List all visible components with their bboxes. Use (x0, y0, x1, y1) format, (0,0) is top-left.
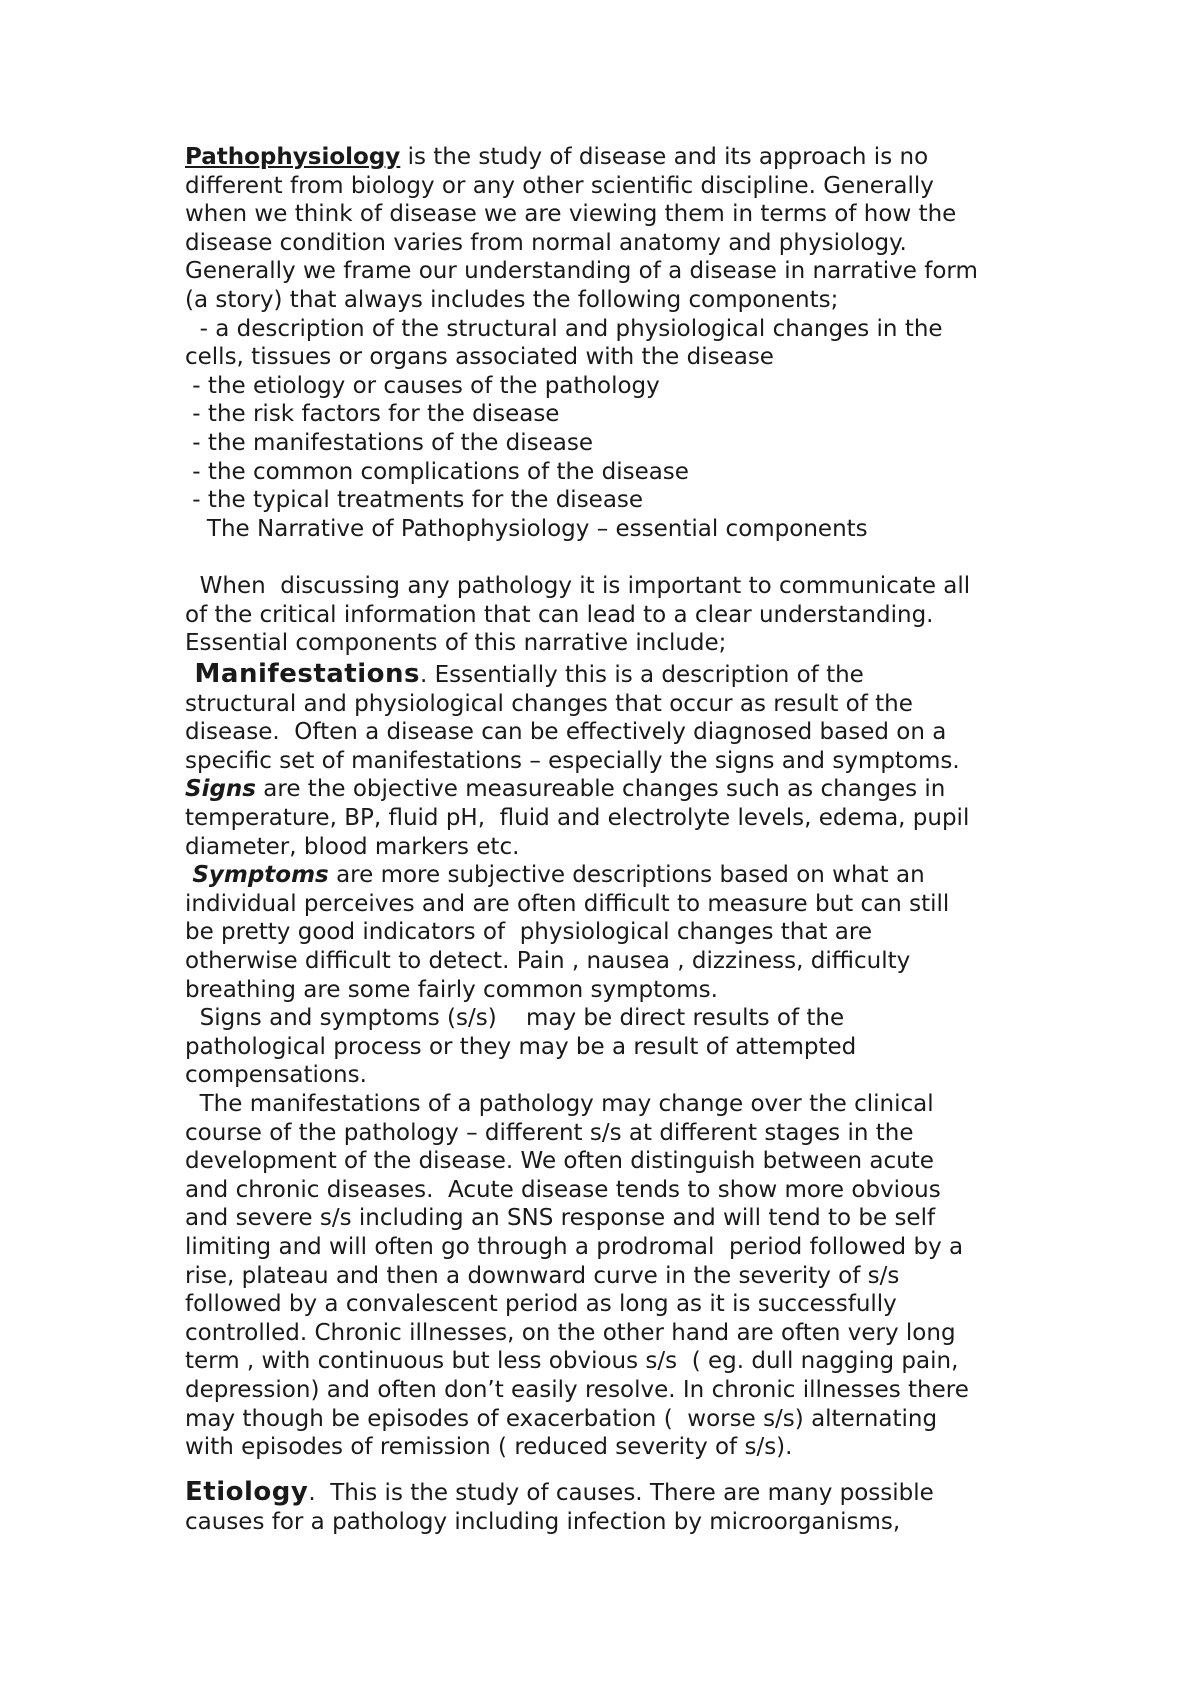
clinical-course-line: depression) and often don’t easily resolve. In chronic illnesses there (185, 1376, 969, 1403)
component-item: - the risk factors for the disease (185, 401, 560, 428)
clinical-course-line: with episodes of remission ( reduced severity of s/s). (185, 1434, 793, 1461)
signs-symptoms-line: compensations. (185, 1062, 367, 1089)
clinical-course-line: rise, plateau and then a downward curve in the severity of s/s (185, 1262, 900, 1289)
manifestations-line: structural and physiological changes that occur as result of the (185, 690, 913, 717)
intro-line: when we think of disease we are viewing them in terms of how the (185, 201, 957, 228)
document-body (185, 143, 1065, 1536)
component-item: - the typical treatments for the disease (185, 487, 644, 514)
component-item: - the etiology or causes of the pathology (185, 372, 660, 399)
intro-line: disease condition varies from normal anatomy and physiology. (185, 229, 907, 256)
manifestations-heading-rest: . Essentially this is a description of the (419, 661, 864, 688)
blank-line (185, 543, 1065, 572)
narrative-title: The Narrative of Pathophysiology – essential components (185, 515, 868, 542)
manifestations-heading: Manifestations (185, 658, 420, 689)
etiology-heading-line (185, 1476, 1065, 1508)
signs-term: Signs (185, 776, 256, 803)
symptoms-line: individual perceives and are often difficult to measure but can still (185, 890, 950, 917)
clinical-course-line: may though be episodes of exacerbation ( worse s/s) alternating (185, 1405, 938, 1432)
component-item: - the common complications of the disease (185, 458, 689, 485)
intro-line (185, 143, 1065, 172)
etiology-heading-rest: . This is the study of causes. There are many possible (308, 1479, 934, 1506)
signs-line: diameter, blood markers etc. (185, 833, 520, 860)
signs-line-rest: are the objective measureable changes such as changes in (255, 776, 946, 803)
intro-line: different from biology or any other scientific discipline. Generally (185, 172, 934, 199)
etiology-line: causes for a pathology including infection by microorganisms, (185, 1508, 901, 1535)
symptoms-line: otherwise difficult to detect. Pain , nausea , dizziness, difficulty (185, 948, 911, 975)
clinical-course-line: term , with continuous but less obvious s/s ( eg. dull nagging pain, (185, 1348, 959, 1375)
clinical-course-line: The manifestations of a pathology may change over the clinical (185, 1091, 934, 1117)
blank-line (185, 1462, 1065, 1476)
symptoms-line-rest: are more subjective descriptions based on what an (328, 862, 925, 889)
signs-symptoms-line: Signs and symptoms (s/s) may be direct results of the (185, 1005, 845, 1032)
symptoms-line (185, 861, 1065, 890)
symptoms-line: breathing are some fairly common symptoms. (185, 976, 718, 1003)
clinical-course-line: followed by a convalescent period as long as it is successfully (185, 1291, 897, 1318)
symptoms-term: Symptoms (192, 862, 329, 889)
intro-line: (a story) that always includes the following components; (185, 286, 839, 313)
etiology-heading: Etiology (185, 1476, 309, 1507)
clinical-course-line: controlled. Chronic illnesses, on the other hand are often very long (185, 1319, 956, 1346)
clinical-course-line: and severe s/s including an SNS response and will tend to be self (185, 1205, 936, 1232)
component-item: - a description of the structural and physiological changes in the (185, 315, 943, 342)
narrative-intro-line: Essential components of this narrative include; (185, 630, 727, 657)
manifestations-line: disease. Often a disease can be effectively diagnosed based on a (185, 719, 947, 746)
narrative-intro-line: When discussing any pathology it is important to communicate all (185, 572, 971, 599)
signs-line: temperature, BP, fluid pH, fluid and electrolyte levels, edema, pupil (185, 805, 970, 832)
component-item: cells, tissues or organs associated with the disease (185, 344, 774, 371)
manifestations-line: specific set of manifestations – especially the signs and symptoms. (185, 747, 960, 774)
clinical-course-line: and chronic diseases. Acute disease tends to show more obvious (185, 1176, 941, 1203)
manifestations-heading-line (185, 658, 1065, 690)
component-item: - the manifestations of the disease (185, 429, 594, 456)
clinical-course-line: limiting and will often go through a prodromal period followed by a (185, 1233, 964, 1260)
symptoms-line: be pretty good indicators of physiological changes that are (185, 919, 872, 946)
pathophysiology-term: Pathophysiology (185, 144, 401, 170)
intro-line: Generally we frame our understanding of a disease in narrative form (185, 258, 978, 285)
signs-symptoms-line: pathological process or they may be a result of attempted (185, 1033, 857, 1060)
intro-line-rest: is the study of disease and its approach is no (400, 144, 929, 170)
clinical-course-line: course of the pathology – different s/s at different stages in the (185, 1119, 914, 1146)
clinical-course-line: development of the disease. We often distinguish between acute (185, 1148, 934, 1175)
narrative-intro-line: of the critical information that can lead to a clear understanding. (185, 601, 934, 628)
signs-line (185, 775, 1065, 804)
